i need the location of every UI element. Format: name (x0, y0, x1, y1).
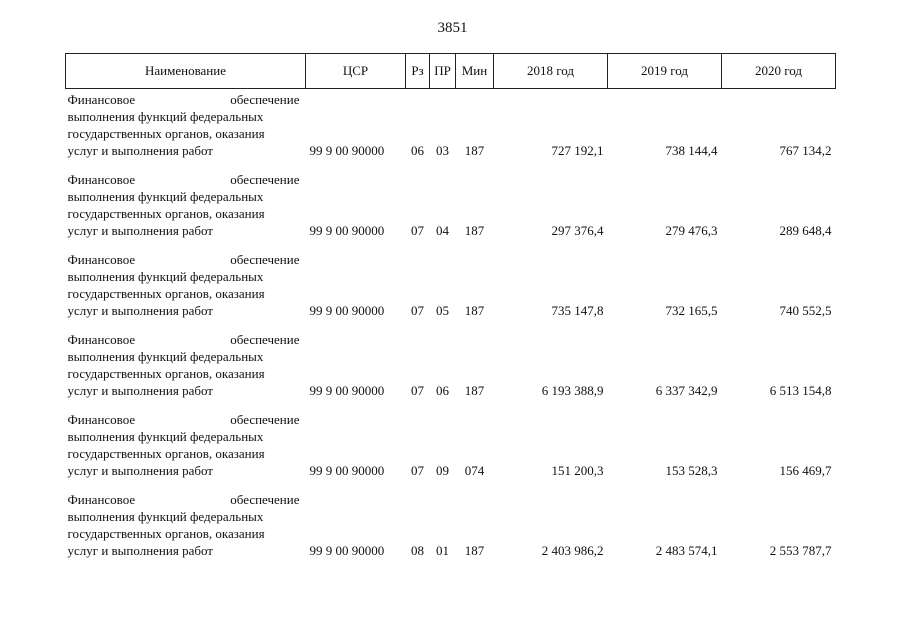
row-name (66, 479, 306, 559)
table-body (66, 89, 836, 560)
row-2019: 279 476,3 (665, 223, 718, 238)
row-rz: 07 (411, 383, 424, 398)
row-csr: 99 9 00 90000 (309, 303, 385, 318)
row-min: 187 (464, 383, 485, 398)
row-pr: 01 (436, 543, 449, 558)
header-name: Наименование (66, 54, 306, 89)
table-row (66, 319, 836, 399)
row-2018: 297 376,4 (551, 223, 604, 238)
row-rz: 07 (411, 303, 424, 318)
row-csr: 99 9 00 90000 (309, 463, 385, 478)
row-name-line: государственных органов, оказания (67, 126, 265, 141)
row-name-line: государственных органов, оказания (67, 526, 265, 541)
row-2019: 2 483 574,1 (655, 543, 718, 558)
row-name-line: услуг и выполнения работ (67, 463, 213, 478)
row-rz: 06 (411, 143, 424, 158)
table-header (66, 54, 836, 89)
row-2019: 153 528,3 (665, 463, 718, 478)
row-name (66, 319, 306, 399)
row-pr: 05 (436, 303, 449, 318)
table-row (66, 159, 836, 239)
row-name-line: выполнения функций федеральных (67, 109, 264, 124)
row-name-line: Финансовое обеспечение (67, 332, 300, 347)
header-rz: Рз (406, 54, 430, 89)
row-pr: 03 (436, 143, 449, 158)
row-csr: 99 9 00 90000 (309, 143, 385, 158)
row-name-line: Финансовое обеспечение (67, 412, 300, 427)
header-2020: 2020 год (722, 54, 836, 89)
row-name-line: государственных органов, оказания (67, 206, 265, 221)
row-2018: 727 192,1 (551, 143, 604, 158)
row-min: 074 (464, 463, 485, 478)
budget-table (65, 53, 836, 559)
table-row (66, 399, 836, 479)
header-min: Мин (456, 54, 494, 89)
row-2020: 2 553 787,7 (769, 543, 832, 558)
row-name-line: государственных органов, оказания (67, 286, 265, 301)
header-csr: ЦСР (306, 54, 406, 89)
row-name (66, 399, 306, 479)
row-rz: 08 (411, 543, 424, 558)
row-2020: 289 648,4 (779, 223, 832, 238)
row-name-line: услуг и выполнения работ (67, 383, 213, 398)
row-name-line: выполнения функций федеральных (67, 509, 264, 524)
row-name (66, 159, 306, 239)
header-2019: 2019 год (608, 54, 722, 89)
row-name (66, 239, 306, 319)
row-2019: 6 337 342,9 (655, 383, 718, 398)
row-2018: 151 200,3 (551, 463, 604, 478)
row-min: 187 (464, 303, 485, 318)
row-name-line: выполнения функций федеральных (67, 349, 264, 364)
row-csr: 99 9 00 90000 (309, 223, 385, 238)
row-name-line: государственных органов, оказания (67, 366, 265, 381)
row-name-line: Финансовое обеспечение (67, 172, 300, 187)
table-row (66, 479, 836, 559)
row-2018: 2 403 986,2 (541, 543, 604, 558)
row-name-line: услуг и выполнения работ (67, 143, 213, 158)
row-csr: 99 9 00 90000 (309, 543, 385, 558)
row-rz: 07 (411, 223, 424, 238)
row-name-line: услуг и выполнения работ (67, 303, 213, 318)
row-2020: 156 469,7 (779, 463, 832, 478)
row-pr: 04 (436, 223, 449, 238)
header-2018: 2018 год (494, 54, 608, 89)
row-2020: 767 134,2 (779, 143, 832, 158)
row-min: 187 (464, 223, 485, 238)
row-name-line: Финансовое обеспечение (67, 492, 300, 507)
row-2020: 6 513 154,8 (769, 383, 832, 398)
row-2018: 6 193 388,9 (541, 383, 604, 398)
row-min: 187 (464, 543, 485, 558)
row-csr: 99 9 00 90000 (309, 383, 385, 398)
row-name-line: выполнения функций федеральных (67, 189, 264, 204)
row-name-line: услуг и выполнения работ (67, 223, 213, 238)
row-rz: 07 (411, 463, 424, 478)
row-2019: 738 144,4 (665, 143, 718, 158)
page-number: 3851 (437, 20, 468, 36)
header-row (66, 54, 836, 89)
row-name-line: услуг и выполнения работ (67, 543, 213, 558)
row-name-line: Финансовое обеспечение (67, 92, 300, 107)
row-2018: 735 147,8 (551, 303, 604, 318)
table-row (66, 239, 836, 319)
row-name-line: выполнения функций федеральных (67, 269, 264, 284)
row-pr: 06 (436, 383, 449, 398)
row-name-line: выполнения функций федеральных (67, 429, 264, 444)
table-row (66, 89, 836, 160)
header-pr: ПР (430, 54, 456, 89)
row-2019: 732 165,5 (665, 303, 718, 318)
row-min: 187 (464, 143, 485, 158)
row-name (66, 89, 306, 160)
row-pr: 09 (436, 463, 449, 478)
row-name-line: государственных органов, оказания (67, 446, 265, 461)
row-name-line: Финансовое обеспечение (67, 252, 300, 267)
row-2020: 740 552,5 (779, 303, 832, 318)
